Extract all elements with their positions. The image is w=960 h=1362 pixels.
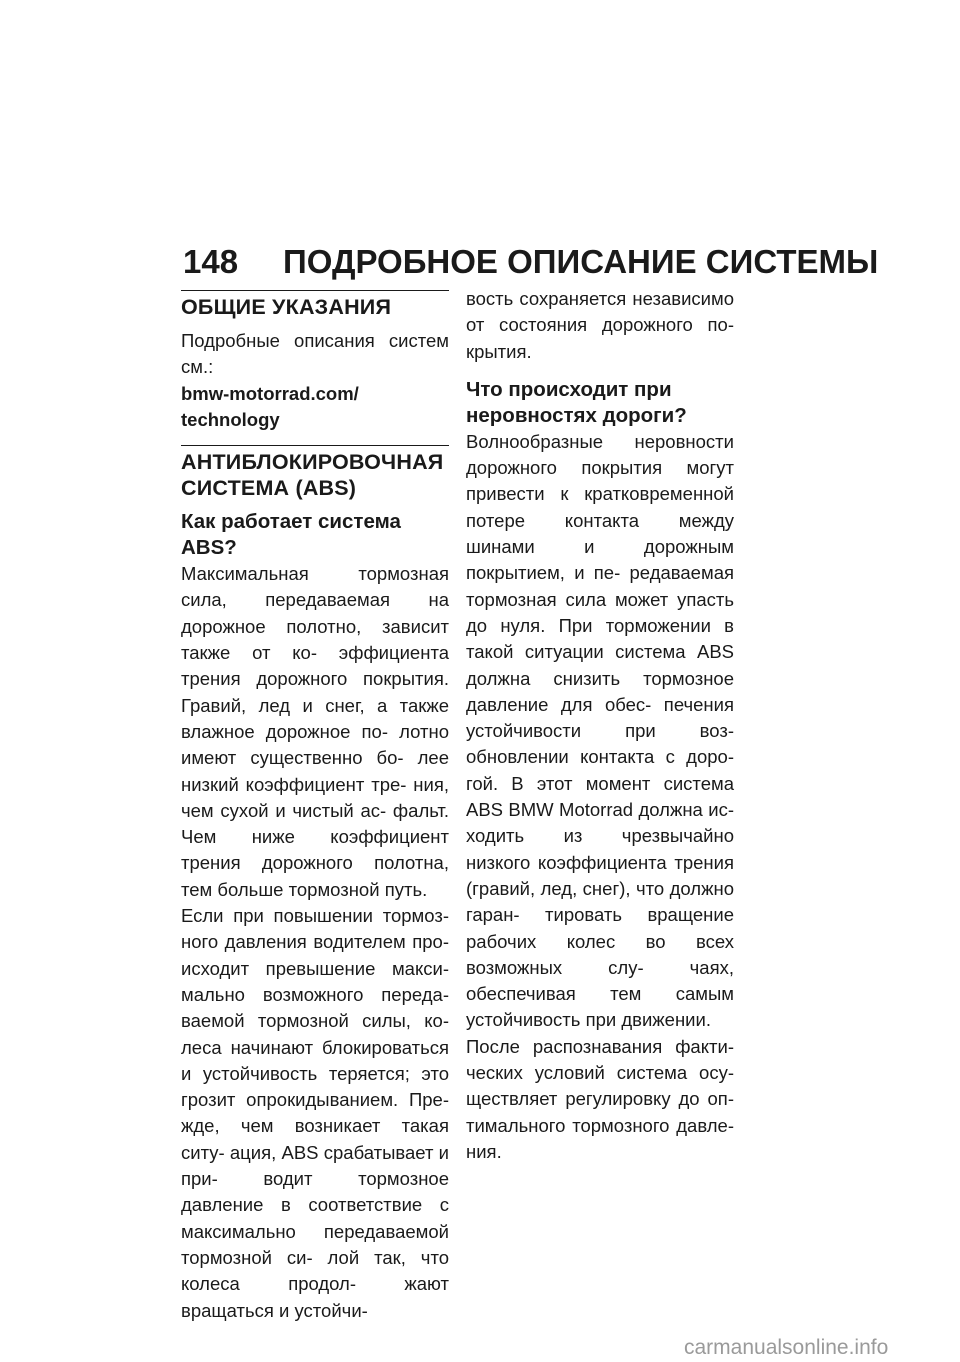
page-number: 148: [183, 243, 239, 280]
page-header: [183, 240, 879, 284]
left-column: [181, 290, 449, 1324]
continuation-paragraph: вость сохраняется независимо от состояния дорожного по- крытия.: [466, 288, 734, 362]
road-unevenness-subheading: Что происходит при неровностях дороги?: [466, 377, 687, 427]
technology-link[interactable]: bmw-motorrad.com/ technology: [181, 382, 359, 430]
road-unevenness-paragraph: Волнообразные неровности дорожного покрытия могут привести к кратковременной потере контакта между шинами и дорожным покрытием, и пе- редаваемая тормозная сила может упасть до нуля. При торможении в такой ситуации система ABS должна снизить тормозное давление для обес- печения устойчивости при воз- обновлении контакта с доро- гой. В этот момент система ABS BMW Motorrad должна ис- ходить из чрезвычайно низкого коэффициента трения (гравий, лед, снег), что должно гаран- тировать вращение рабочих колес во всех возможных слу- чаях, обеспечивая тем самым устойчивость при движении.: [466, 430, 734, 1031]
general-section-text: Подробные описания систем см.:: [181, 330, 449, 378]
abs-subheading: Как работает система ABS?: [181, 510, 401, 560]
road-unevenness-paragraph: После распознавания факти- ческих условий система осу- ществляет регулировку до оп- тимального тормозного давле- ния.: [466, 1035, 734, 1162]
abs-paragraph: Максимальная тормозная сила, передаваемая на дорожное полотно, зависит также от ко- эффициента трения дорожного покрытия. Гравий, лед и снег, а также влажное дорожное по- лотно имеют существенно бо- лее низкий коэффициент тре- ния, чем сухой и чистый ас- фальт. Чем ниже коэффициент трения дорожного полотна, тем больше тормозной путь.: [181, 563, 449, 900]
watermark: carmanualsonline.info: [684, 1336, 889, 1359]
abs-section-heading: АНТИБЛОКИРОВОЧНАЯ СИСТЕМА (ABS): [181, 450, 444, 501]
right-column: [466, 286, 734, 1165]
general-section-heading: ОБЩИЕ УКАЗАНИЯ: [181, 295, 392, 319]
page-title: ПОДРОБНОЕ ОПИСАНИЕ СИСТЕМЫ: [283, 243, 879, 280]
abs-paragraph: Если при повышении тормоз- ного давления водителем про- исходит превышение макси- мально возможного переда- ваемой тормозной силы, ко- леса начинают блокироваться и устойчивость теряется; это грозит опрокидыванием. Пре- жде, чем возникает такая ситу- ация, ABS срабатывает и при- водит тормозное давление в соответствие с максимально передаваемой тормозной си- лой так, что колеса продол- жают вращаться и устойчи-: [181, 905, 449, 1321]
